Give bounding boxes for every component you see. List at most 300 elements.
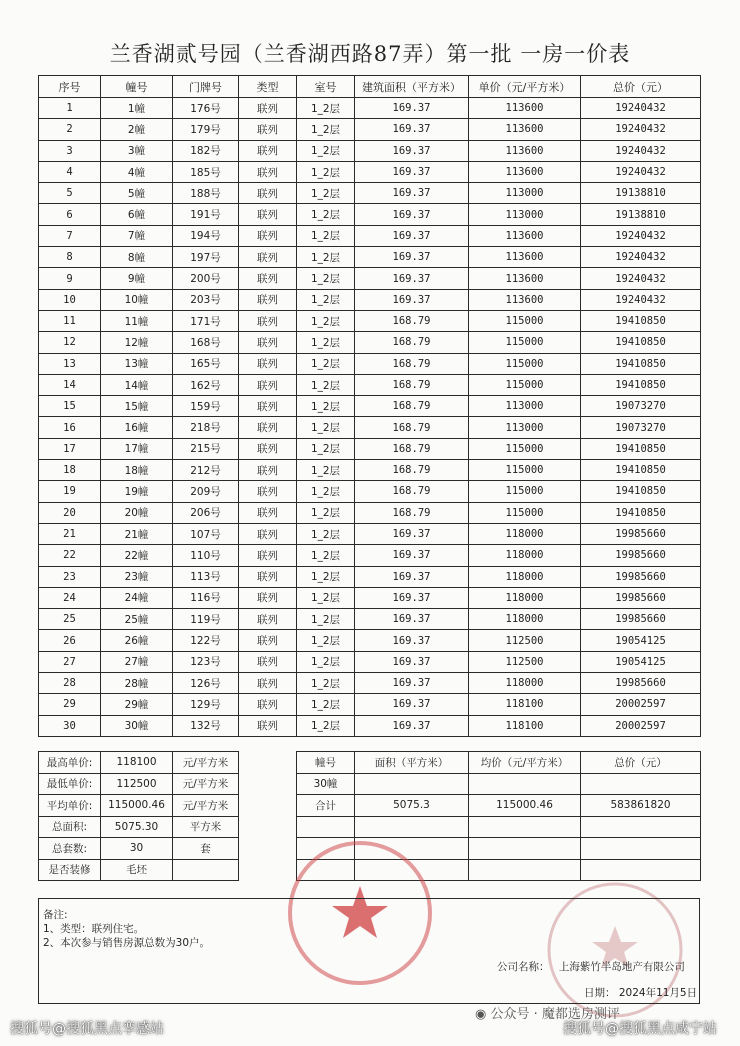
table-cell: 4	[39, 161, 101, 182]
table-cell: 19138810	[581, 204, 701, 225]
table-cell: 212号	[173, 460, 239, 481]
table-cell: 119号	[173, 609, 239, 630]
wechat-icon: ◉	[475, 1007, 491, 1022]
table-cell: 19240432	[581, 289, 701, 310]
table-cell: 1_2层	[297, 694, 355, 715]
summary-row	[39, 795, 701, 817]
table-cell: 19410850	[581, 481, 701, 502]
table-cell: 169.37	[355, 715, 469, 736]
table-cell: 17	[39, 438, 101, 459]
watermark-left: 搜狐号@搜狐黑点孪感站	[10, 1021, 164, 1037]
table-row	[39, 183, 701, 204]
table-cell: 200号	[173, 268, 239, 289]
table-cell: 194号	[173, 225, 239, 246]
table-cell: 联列	[239, 460, 297, 481]
summary-row	[39, 816, 701, 838]
table-cell: 19240432	[581, 161, 701, 182]
table-cell: 215号	[173, 438, 239, 459]
table-cell: 113000	[469, 183, 581, 204]
table-cell: 联列	[239, 523, 297, 544]
table-row	[39, 161, 701, 182]
notes-line-2: 2、本次参与销售房源总数为30户。	[43, 937, 211, 949]
table-cell: 17幢	[101, 438, 173, 459]
table-cell: 197号	[173, 247, 239, 268]
table-cell: 联列	[239, 289, 297, 310]
total-units-label: 总套数:	[39, 838, 101, 860]
summary-row	[39, 773, 701, 795]
table-cell: 113600	[469, 225, 581, 246]
table-cell: 171号	[173, 310, 239, 331]
table-cell: 1_2层	[297, 502, 355, 523]
gap-cell	[239, 795, 297, 817]
table-cell: 1_2层	[297, 289, 355, 310]
table-cell: 13幢	[101, 353, 173, 374]
table-cell: 26幢	[101, 630, 173, 651]
table-cell: 23幢	[101, 566, 173, 587]
table-cell: 7	[39, 225, 101, 246]
table-cell: 113000	[469, 417, 581, 438]
table-cell: 118000	[469, 545, 581, 566]
table-cell: 26	[39, 630, 101, 651]
table-cell: 29	[39, 694, 101, 715]
table-cell: 19240432	[581, 247, 701, 268]
empty-cell	[581, 838, 701, 860]
table-cell: 27幢	[101, 651, 173, 672]
table-cell: 10	[39, 289, 101, 310]
table-cell: 179号	[173, 119, 239, 140]
table-cell: 18幢	[101, 460, 173, 481]
table-cell: 169.37	[355, 630, 469, 651]
table-cell: 3	[39, 140, 101, 161]
table-cell: 联列	[239, 545, 297, 566]
table-row	[39, 481, 701, 502]
table-cell: 118000	[469, 609, 581, 630]
table-cell: 联列	[239, 566, 297, 587]
table-cell: 169.37	[355, 609, 469, 630]
table-cell: 115000	[469, 310, 581, 331]
table-cell: 162号	[173, 374, 239, 395]
column-header: 总价（元）	[581, 76, 701, 98]
table-cell: 116号	[173, 587, 239, 608]
table-cell: 209号	[173, 481, 239, 502]
table-cell: 115000	[469, 332, 581, 353]
table-cell: 168.79	[355, 438, 469, 459]
table-cell: 联列	[239, 438, 297, 459]
table-cell: 19073270	[581, 417, 701, 438]
table-cell: 联列	[239, 225, 297, 246]
total-row-label: 合计	[297, 795, 355, 817]
table-cell: 10幢	[101, 289, 173, 310]
decoration-value: 毛坯	[101, 859, 173, 881]
table-cell: 联列	[239, 417, 297, 438]
empty-cell	[355, 773, 469, 795]
table-cell: 169.37	[355, 694, 469, 715]
column-header: 室号	[297, 76, 355, 98]
table-cell: 联列	[239, 630, 297, 651]
table-cell: 14幢	[101, 374, 173, 395]
table-cell: 联列	[239, 587, 297, 608]
table-cell: 联列	[239, 694, 297, 715]
table-cell: 6	[39, 204, 101, 225]
table-cell: 20	[39, 502, 101, 523]
table-cell: 169.37	[355, 587, 469, 608]
min-price-value: 112500	[101, 773, 173, 795]
max-price-label: 最高单价:	[39, 752, 101, 774]
empty-cell	[173, 859, 239, 881]
table-cell: 1_2层	[297, 374, 355, 395]
table-cell: 8幢	[101, 247, 173, 268]
table-cell: 16	[39, 417, 101, 438]
table-cell: 118000	[469, 673, 581, 694]
document-title: 兰香湖贰号园（兰香湖西路87弄）第一批 一房一价表	[109, 42, 631, 66]
table-row	[39, 289, 701, 310]
table-cell: 1_2层	[297, 396, 355, 417]
table-cell: 19240432	[581, 225, 701, 246]
gap-cell	[239, 816, 297, 838]
table-row	[39, 204, 701, 225]
table-cell: 1_2层	[297, 609, 355, 630]
total-area-value: 5075.30	[101, 816, 173, 838]
table-cell: 1幢	[101, 98, 173, 119]
date-label: 日期：	[584, 987, 616, 999]
wechat-watermark-text: 公众号 · 魔都选房测评	[490, 1007, 620, 1022]
table-cell: 19240432	[581, 119, 701, 140]
table-cell: 联列	[239, 332, 297, 353]
table-cell: 129号	[173, 694, 239, 715]
table-row	[39, 98, 701, 119]
table-cell: 19054125	[581, 651, 701, 672]
table-cell: 20幢	[101, 502, 173, 523]
company-row	[497, 959, 685, 974]
table-cell: 27	[39, 651, 101, 672]
table-cell: 1_2层	[297, 417, 355, 438]
table-cell: 7幢	[101, 225, 173, 246]
column-header: 门牌号	[173, 76, 239, 98]
table-cell: 1	[39, 98, 101, 119]
table-row	[39, 502, 701, 523]
table-cell: 19410850	[581, 310, 701, 331]
table-cell: 1_2层	[297, 566, 355, 587]
table-row	[39, 396, 701, 417]
empty-cell	[581, 773, 701, 795]
table-cell: 169.37	[355, 566, 469, 587]
empty-cell	[355, 816, 469, 838]
table-cell: 1_2层	[297, 204, 355, 225]
table-cell: 1_2层	[297, 460, 355, 481]
table-cell: 1_2层	[297, 673, 355, 694]
table-cell: 159号	[173, 396, 239, 417]
min-price-label: 最低单价:	[39, 773, 101, 795]
table-header-row	[39, 76, 701, 98]
table-cell: 24幢	[101, 587, 173, 608]
table-cell: 169.37	[355, 268, 469, 289]
table-row	[39, 268, 701, 289]
empty-cell	[469, 773, 581, 795]
table-cell: 118000	[469, 587, 581, 608]
table-cell: 19幢	[101, 481, 173, 502]
table-cell: 19073270	[581, 396, 701, 417]
table-cell: 169.37	[355, 651, 469, 672]
table-cell: 11幢	[101, 310, 173, 331]
table-cell: 169.37	[355, 119, 469, 140]
table-cell: 115000	[469, 374, 581, 395]
table-cell: 联列	[239, 140, 297, 161]
price-list-table	[38, 75, 701, 737]
table-cell: 1_2层	[297, 651, 355, 672]
empty-cell	[297, 816, 355, 838]
table-cell: 168.79	[355, 481, 469, 502]
table-cell: 21幢	[101, 523, 173, 544]
table-cell: 185号	[173, 161, 239, 182]
table-cell: 24	[39, 587, 101, 608]
table-cell: 107号	[173, 523, 239, 544]
table-cell: 169.37	[355, 545, 469, 566]
company-label: 公司名称：	[497, 961, 550, 973]
table-cell: 联列	[239, 481, 297, 502]
summary-building-value: 30幢	[297, 773, 355, 795]
table-row	[39, 225, 701, 246]
table-cell: 19410850	[581, 374, 701, 395]
table-row	[39, 609, 701, 630]
table-cell: 19	[39, 481, 101, 502]
table-cell: 联列	[239, 204, 297, 225]
table-cell: 14	[39, 374, 101, 395]
table-row	[39, 247, 701, 268]
table-cell: 165号	[173, 353, 239, 374]
notes-box	[38, 898, 700, 1004]
summary-row	[39, 752, 701, 774]
table-cell: 168.79	[355, 502, 469, 523]
table-row	[39, 651, 701, 672]
table-cell: 联列	[239, 183, 297, 204]
table-cell: 191号	[173, 204, 239, 225]
table-cell: 169.37	[355, 247, 469, 268]
total-area-label: 总面积:	[39, 816, 101, 838]
column-header: 类型	[239, 76, 297, 98]
table-cell: 169.37	[355, 140, 469, 161]
column-header: 建筑面积（平方米）	[355, 76, 469, 98]
table-cell: 19985660	[581, 566, 701, 587]
date-row	[584, 985, 697, 1000]
table-cell: 1_2层	[297, 98, 355, 119]
table-cell: 联列	[239, 673, 297, 694]
empty-cell	[469, 816, 581, 838]
table-cell: 168.79	[355, 396, 469, 417]
table-cell: 1_2层	[297, 140, 355, 161]
table-cell: 19410850	[581, 438, 701, 459]
max-price-value: 118100	[101, 752, 173, 774]
table-cell: 联列	[239, 651, 297, 672]
table-cell: 18	[39, 460, 101, 481]
table-cell: 1_2层	[297, 630, 355, 651]
empty-cell	[469, 838, 581, 860]
table-row	[39, 694, 701, 715]
table-cell: 19410850	[581, 460, 701, 481]
table-cell: 25幢	[101, 609, 173, 630]
table-cell: 113号	[173, 566, 239, 587]
table-cell: 176号	[173, 98, 239, 119]
table-row	[39, 460, 701, 481]
table-cell: 118000	[469, 566, 581, 587]
table-cell: 1_2层	[297, 353, 355, 374]
table-cell: 1_2层	[297, 225, 355, 246]
table-cell: 132号	[173, 715, 239, 736]
table-cell: 联列	[239, 715, 297, 736]
total-row-avg: 115000.46	[469, 795, 581, 817]
table-cell: 联列	[239, 119, 297, 140]
column-header: 幢号	[101, 76, 173, 98]
table-cell: 168.79	[355, 417, 469, 438]
avg-price-label: 平均单价:	[39, 795, 101, 817]
table-cell: 11	[39, 310, 101, 331]
table-cell: 115000	[469, 502, 581, 523]
table-cell: 169.37	[355, 161, 469, 182]
table-cell: 19985660	[581, 587, 701, 608]
table-cell: 4幢	[101, 161, 173, 182]
table-row	[39, 353, 701, 374]
table-cell: 联列	[239, 247, 297, 268]
table-cell: 168号	[173, 332, 239, 353]
table-cell: 2	[39, 119, 101, 140]
table-cell: 113600	[469, 119, 581, 140]
table-cell: 联列	[239, 161, 297, 182]
table-cell: 1_2层	[297, 715, 355, 736]
table-cell: 1_2层	[297, 587, 355, 608]
column-header: 单价（元/平方米）	[469, 76, 581, 98]
table-cell: 19985660	[581, 673, 701, 694]
table-cell: 118100	[469, 694, 581, 715]
table-cell: 2幢	[101, 119, 173, 140]
table-cell: 19985660	[581, 523, 701, 544]
table-cell: 20002597	[581, 715, 701, 736]
table-cell: 168.79	[355, 353, 469, 374]
table-cell: 9	[39, 268, 101, 289]
table-cell: 169.37	[355, 98, 469, 119]
table-cell: 1_2层	[297, 183, 355, 204]
table-cell: 3幢	[101, 140, 173, 161]
table-cell: 1_2层	[297, 332, 355, 353]
table-cell: 113600	[469, 247, 581, 268]
table-cell: 115000	[469, 438, 581, 459]
summary-header-total: 总价（元）	[581, 752, 701, 774]
total-row-area: 5075.3	[355, 795, 469, 817]
min-price-unit: 元/平方米	[173, 773, 239, 795]
table-cell: 169.37	[355, 183, 469, 204]
table-cell: 6幢	[101, 204, 173, 225]
table-cell: 19240432	[581, 140, 701, 161]
table-cell: 113000	[469, 204, 581, 225]
table-cell: 169.37	[355, 673, 469, 694]
table-cell: 5幢	[101, 183, 173, 204]
table-cell: 28	[39, 673, 101, 694]
table-row	[39, 332, 701, 353]
table-cell: 169.37	[355, 225, 469, 246]
table-cell: 168.79	[355, 332, 469, 353]
table-cell: 113000	[469, 396, 581, 417]
table-cell: 115000	[469, 460, 581, 481]
table-body	[39, 98, 701, 737]
table-cell: 21	[39, 523, 101, 544]
table-cell: 22	[39, 545, 101, 566]
table-cell: 115000	[469, 481, 581, 502]
date-value: 2024年11月5日	[618, 987, 698, 999]
table-cell: 1_2层	[297, 523, 355, 544]
table-cell: 112500	[469, 651, 581, 672]
table-cell: 联列	[239, 396, 297, 417]
table-cell: 19240432	[581, 98, 701, 119]
summary-header-building: 幢号	[297, 752, 355, 774]
table-row	[39, 438, 701, 459]
table-row	[39, 310, 701, 331]
table-row	[39, 374, 701, 395]
table-cell: 1_2层	[297, 161, 355, 182]
avg-price-unit: 元/平方米	[173, 795, 239, 817]
table-cell: 12	[39, 332, 101, 353]
table-cell: 联列	[239, 609, 297, 630]
table-cell: 30	[39, 715, 101, 736]
table-cell: 19985660	[581, 545, 701, 566]
table-cell: 8	[39, 247, 101, 268]
notes-line-1: 1、类型：联列住宅。	[43, 923, 145, 935]
decoration-label: 是否装修	[39, 859, 101, 881]
gap-cell	[239, 773, 297, 795]
table-cell: 112500	[469, 630, 581, 651]
table-cell: 1_2层	[297, 545, 355, 566]
avg-price-value: 115000.46	[101, 795, 173, 817]
table-cell: 28幢	[101, 673, 173, 694]
table-row	[39, 417, 701, 438]
table-cell: 19410850	[581, 502, 701, 523]
table-cell: 182号	[173, 140, 239, 161]
table-cell: 1_2层	[297, 310, 355, 331]
table-cell: 联列	[239, 502, 297, 523]
table-cell: 203号	[173, 289, 239, 310]
table-cell: 113600	[469, 289, 581, 310]
table-cell: 1_2层	[297, 268, 355, 289]
table-cell: 联列	[239, 268, 297, 289]
table-row	[39, 587, 701, 608]
table-cell: 113600	[469, 140, 581, 161]
max-price-unit: 元/平方米	[173, 752, 239, 774]
table-cell: 联列	[239, 98, 297, 119]
table-row	[39, 523, 701, 544]
table-cell: 29幢	[101, 694, 173, 715]
table-cell: 19410850	[581, 353, 701, 374]
table-row	[39, 119, 701, 140]
table-cell: 15幢	[101, 396, 173, 417]
table-cell: 118100	[469, 715, 581, 736]
table-row	[39, 140, 701, 161]
table-cell: 19240432	[581, 268, 701, 289]
table-cell: 15	[39, 396, 101, 417]
table-cell: 19054125	[581, 630, 701, 651]
table-row	[39, 630, 701, 651]
table-row	[39, 566, 701, 587]
table-cell: 30幢	[101, 715, 173, 736]
table-cell: 188号	[173, 183, 239, 204]
table-cell: 1_2层	[297, 438, 355, 459]
notes-heading: 备注:	[43, 909, 68, 921]
table-cell: 25	[39, 609, 101, 630]
table-cell: 110号	[173, 545, 239, 566]
table-cell: 123号	[173, 651, 239, 672]
table-cell: 113600	[469, 161, 581, 182]
table-cell: 126号	[173, 673, 239, 694]
table-cell: 19985660	[581, 609, 701, 630]
table-cell: 115000	[469, 353, 581, 374]
summary-header-area: 面积（平方米）	[355, 752, 469, 774]
table-cell: 1_2层	[297, 247, 355, 268]
